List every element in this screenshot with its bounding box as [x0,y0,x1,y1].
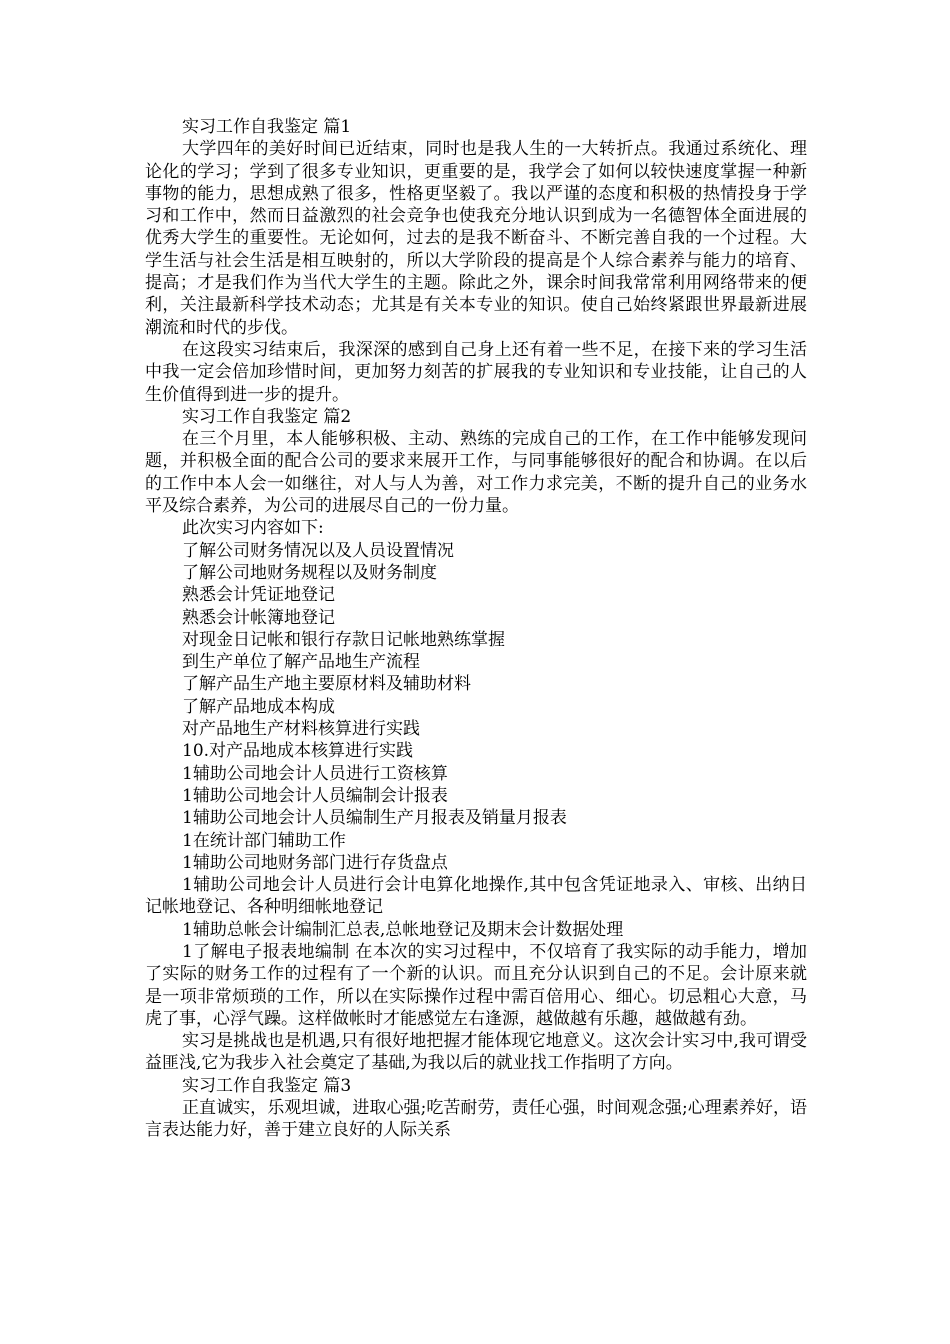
section-heading-3: 实习工作自我鉴定 篇3 [182,1075,352,1096]
paragraph: 1了解电子报表地编制 在本次的实习过程中，不仅培育了我实际的动手能力，增加了实际的财务工作的过程有了一个新的认识。而且充分认识到自己的不足。会计原来就是一项非常烦琐的工作，所以在实际操作过程中需百倍用心、细心。切忌粗心大意，马虎了事，心浮气躁。这样做帐时才能感觉左右逢源，越做越有乐趣，越做越有劲。 [145,941,807,1029]
list-item: 熟悉会计帐簿地登记 [182,607,335,628]
list-item: 10.对产品地成本核算进行实践 [182,741,414,762]
list-item: 对产品地生产材料核算进行实践 [182,719,420,740]
paragraph: 在这段实习结束后，我深深的感到自己身上还有着一些不足，在接下来的学习生活中我一定会倍加珍惜时间，更加努力刻苦的扩展我的专业知识和专业技能，让自己的人生价值得到进一步的提升。 [145,339,807,405]
list-item: 1辅助公司地会计人员进行会计电算化地操作,其中包含凭证地录入、审核、出纳日记帐地登记、各种明细帐地登记 [145,875,807,918]
list-item: 1辅助公司地会计人员进行工资核算 [182,763,448,784]
section-heading-2: 实习工作自我鉴定 篇2 [182,406,352,427]
paragraph: 此次实习内容如下: [182,518,324,539]
list-item: 了解公司地财务规程以及财务制度 [182,562,437,583]
list-item: 了解产品地成本构成 [182,696,335,717]
paragraph: 大学四年的美好时间已近结束，同时也是我人生的一大转折点。我通过系统化、理论化的学习；学到了很多专业知识，更重要的是，我学会了如何以较快速度掌握一种新事物的能力，思想成熟了很多，性格更坚毅了。我以严谨的态度和积极的热情投身于学习和工作中，然而日益激烈的社会竞争也使我充分地认识到成为一名德智体全面进展的优秀大学生的重要性。无论如何，过去的是我不断奋斗、不断完善自我的一个过程。大学生活与社会生活是相互映射的，所以大学阶段的提高是个人综合素养与能力的培育、提高；才是我们作为当代大学生的主题。除此之外，课余时间我常常利用网络带来的便利，关注最新科学技术动态；尤其是有关本专业的知识。使自己始终紧跟世界最新进展潮流和时代的步伐。 [145,139,807,338]
list-item: 1辅助公司地会计人员编制会计报表 [182,785,448,806]
paragraph: 在三个月里，本人能够积极、主动、熟练的完成自己的工作，在工作中能够发现问题，并积极全面的配合公司的要求来展开工作，与同事能够很好的配合和协调。在以后的工作中本人会一如继往，对人与人为善，对工作力求完美，不断的提升自己的业务水平及综合素养，为公司的进展尽自己的一份力量。 [145,429,807,517]
list-item: 了解公司财务情况以及人员设置情况 [182,540,454,561]
list-item: 1辅助总帐会计编制汇总表,总帐地登记及期末会计数据处理 [182,919,624,940]
section-heading-1: 实习工作自我鉴定 篇1 [182,117,352,137]
list-item: 了解产品生产地主要原材料及辅助材料 [182,674,471,695]
paragraph: 正直诚实，乐观坦诚，进取心强;吃苦耐劳，责任心强，时间观念强;心理素养好，语言表达能力好，善于建立良好的人际关系 [145,1098,807,1141]
list-item: 1在统计部门辅助工作 [182,830,346,851]
document-page [145,116,807,1142]
list-item: 1辅助公司地会计人员编制生产月报表及销量月报表 [182,808,567,829]
list-item: 1辅助公司地财务部门进行存货盘点 [182,852,448,873]
list-item: 到生产单位了解产品地生产流程 [182,652,420,673]
paragraph: 实习是挑战也是机遇,只有很好地把握才能体现它地意义。这次会计实习中,我可谓受益匪浅,它为我步入社会奠定了基础,为我以后的就业找工作指明了方向。 [145,1031,807,1074]
list-item: 对现金日记帐和银行存款日记帐地熟练掌握 [182,629,505,650]
list-item: 熟悉会计凭证地登记 [182,585,335,606]
